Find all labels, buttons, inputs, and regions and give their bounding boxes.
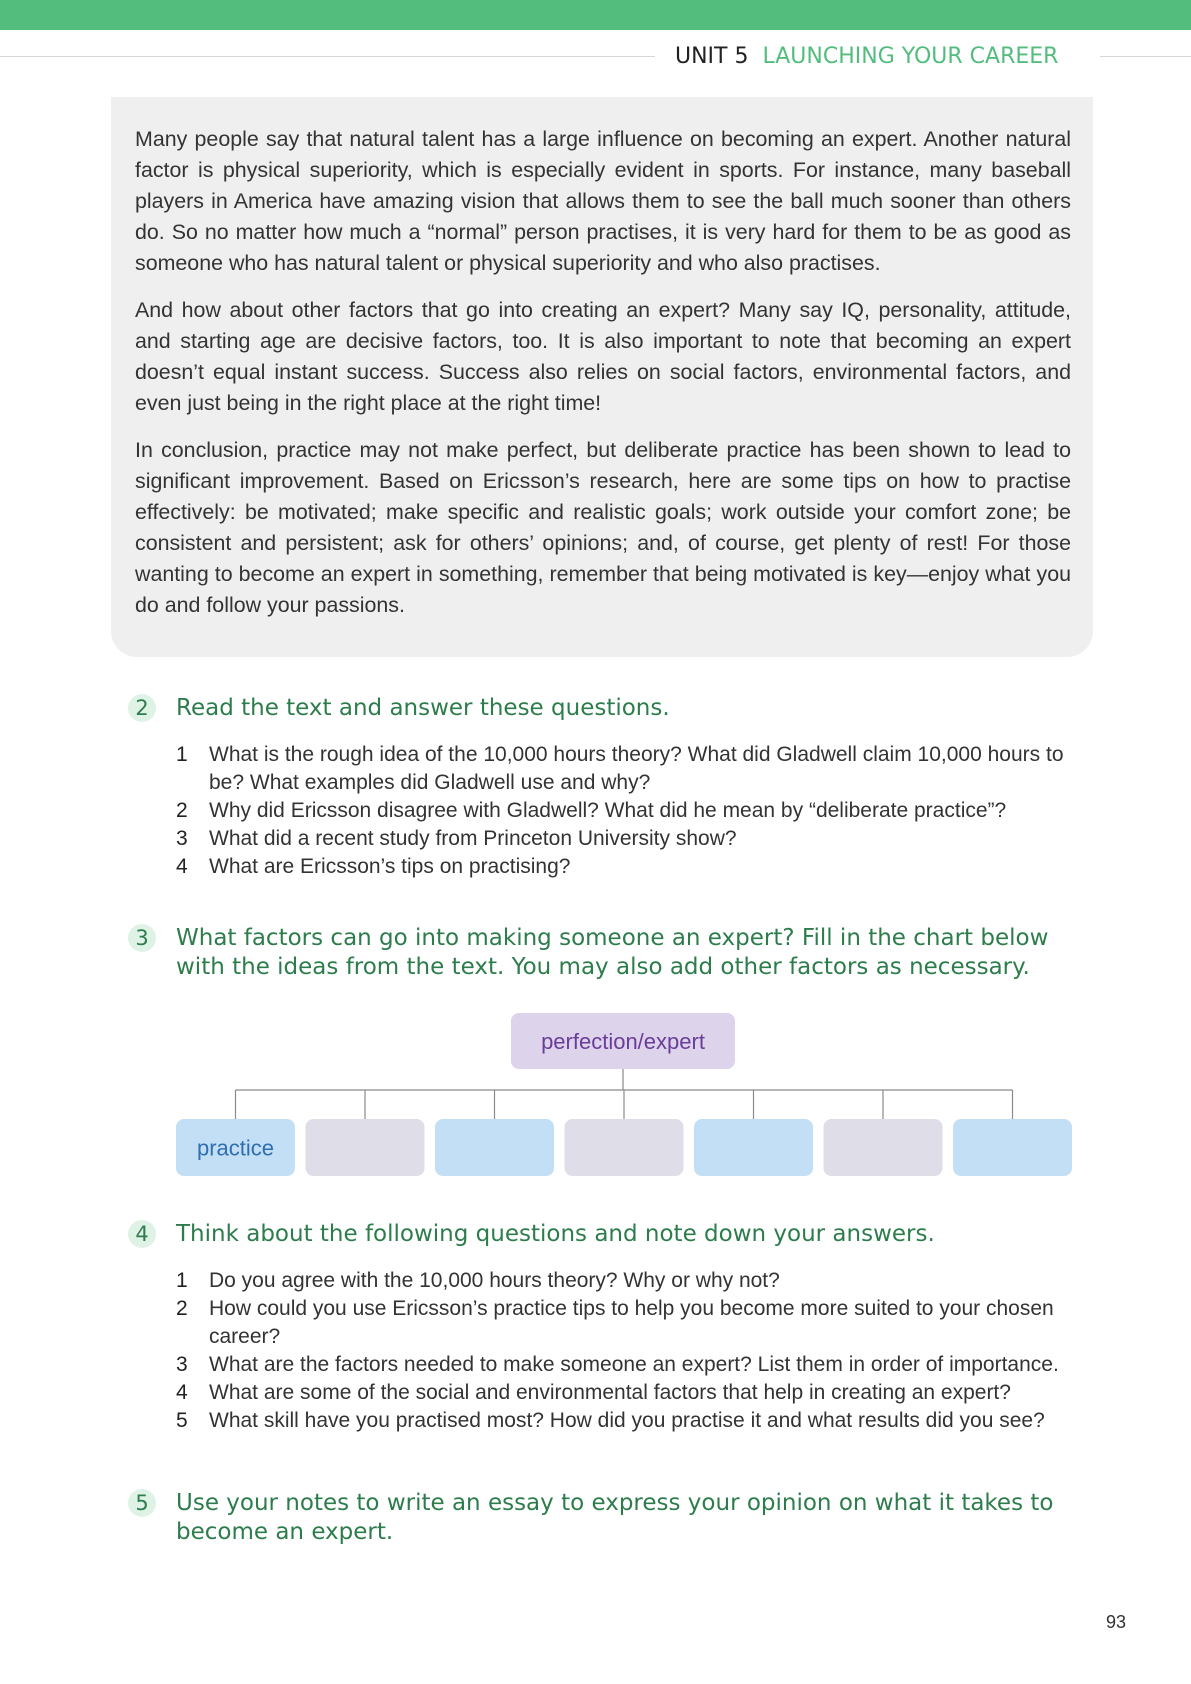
exercise-number-badge: 2 [128, 694, 156, 722]
question-text: What are Ericsson’s tips on practising? [209, 855, 571, 878]
question-text: How could you use Ericsson’s practice tips to help you become more suited to your chosen career? [209, 1297, 1054, 1348]
paragraph: Many people say that natural talent has a large influence on becoming an expert. Another natural factor is physical superiority, which is especially evident in sports. For instance, many baseball players in America have amazing vision that allows them to see the ball much sooner than others do. So no matter how much a “normal” person practises, it is very hard for them to be as good as someone who has natural talent or physical superiority and who also practises. [135, 127, 1071, 275]
question-number: 2 [176, 799, 188, 822]
header-rule [0, 56, 655, 57]
question-text: What did a recent study from Princeton University show? [209, 827, 737, 850]
factor-box [953, 1119, 1072, 1176]
header-color-bar [0, 0, 1191, 30]
exercise-title: What factors can go into making someone an expert? Fill in the chart below with the ideas from the text. You may also add other factors as necessary. [176, 925, 1049, 980]
unit-title: LAUNCHING YOUR CAREER [762, 44, 1059, 69]
exercise-number-badge: 4 [128, 1220, 156, 1248]
question-number: 3 [176, 827, 188, 850]
question-number: 1 [176, 743, 188, 766]
question-number: 4 [176, 855, 188, 878]
factor-box [824, 1119, 943, 1176]
exercise-title: Read the text and answer these questions. [176, 695, 670, 721]
question-list [128, 741, 1101, 881]
question-text: What is the rough idea of the 10,000 hours theory? What did Gladwell claim 10,000 hours to be? What examples did Gladwell use and why? [209, 743, 1064, 794]
factor-box [306, 1119, 425, 1176]
exercise-4 [128, 1220, 1101, 1435]
question-text: What are some of the social and environmental factors that help in creating an expert? [209, 1381, 1011, 1404]
factor-box-label: practice [196, 1135, 275, 1161]
question-number: 3 [176, 1353, 188, 1376]
question-number: 1 [176, 1269, 188, 1292]
question-number: 4 [176, 1381, 188, 1404]
exercise-title: Use your notes to write an essay to express your opinion on what it takes to become an expert. [176, 1490, 1054, 1545]
exercise-5 [128, 1489, 1101, 1547]
question-text: Why did Ericsson disagree with Gladwell? What did he mean by “deliberate practice”? [209, 799, 1007, 822]
header-rule [1100, 56, 1191, 57]
exercise-heading [128, 1220, 1101, 1249]
unit-header [675, 42, 1058, 72]
reading-passage [111, 97, 1093, 657]
question-item [128, 741, 1094, 797]
exercise-3 [128, 924, 1101, 982]
question-text: What are the factors needed to make someone an expert? List them in order of importance. [209, 1353, 1059, 1376]
question-list [128, 1267, 1101, 1435]
factor-box [694, 1119, 813, 1176]
exercise-number-badge: 3 [128, 924, 156, 952]
exercise-heading [128, 924, 1101, 982]
root-node-label: perfection/expert [541, 1029, 705, 1054]
exercise-heading [128, 694, 1101, 723]
question-item [128, 853, 1094, 881]
question-item [128, 797, 1094, 825]
exercise-title: Think about the following questions and note down your answers. [176, 1221, 935, 1247]
question-item [128, 1267, 1094, 1295]
question-item [128, 825, 1094, 853]
paragraph: And how about other factors that go into creating an expert? Many say IQ, personality, attitude, and starting age are decisive factors, too. It is also important to note that becoming an expert doesn’t equal instant success. Success also relies on social factors, environmental factors, and even just being in the right place at the right time! [135, 298, 1071, 415]
page-number: 93 [1106, 1612, 1127, 1632]
question-text: What skill have you practised most? How did you practise it and what results did you see? [209, 1409, 1045, 1432]
exercise-number-badge: 5 [128, 1489, 156, 1517]
question-item [128, 1351, 1094, 1379]
question-item [128, 1379, 1094, 1407]
question-text: Do you agree with the 10,000 hours theory? Why or why not? [209, 1269, 780, 1292]
question-item [128, 1295, 1094, 1351]
exercise-heading [128, 1489, 1101, 1547]
question-item [128, 1407, 1094, 1435]
exercise-2 [128, 694, 1101, 881]
factor-box [435, 1119, 554, 1176]
question-number: 2 [176, 1297, 188, 1320]
paragraph: In conclusion, practice may not make perfect, but deliberate practice has been shown to lead to significant improvement. Based on Ericsson’s research, here are some tips on how to practise effectively: be motivated; make specific and realistic goals; work outside your comfort zone; be consistent and persistent; ask for others’ opinions; and, of course, get plenty of rest! For those wanting to become an expert in something, remember that being motivated is key—enjoy what you do and follow your passions. [135, 438, 1071, 617]
question-number: 5 [176, 1409, 188, 1432]
unit-number: UNIT 5 [675, 44, 749, 69]
factor-box [565, 1119, 684, 1176]
